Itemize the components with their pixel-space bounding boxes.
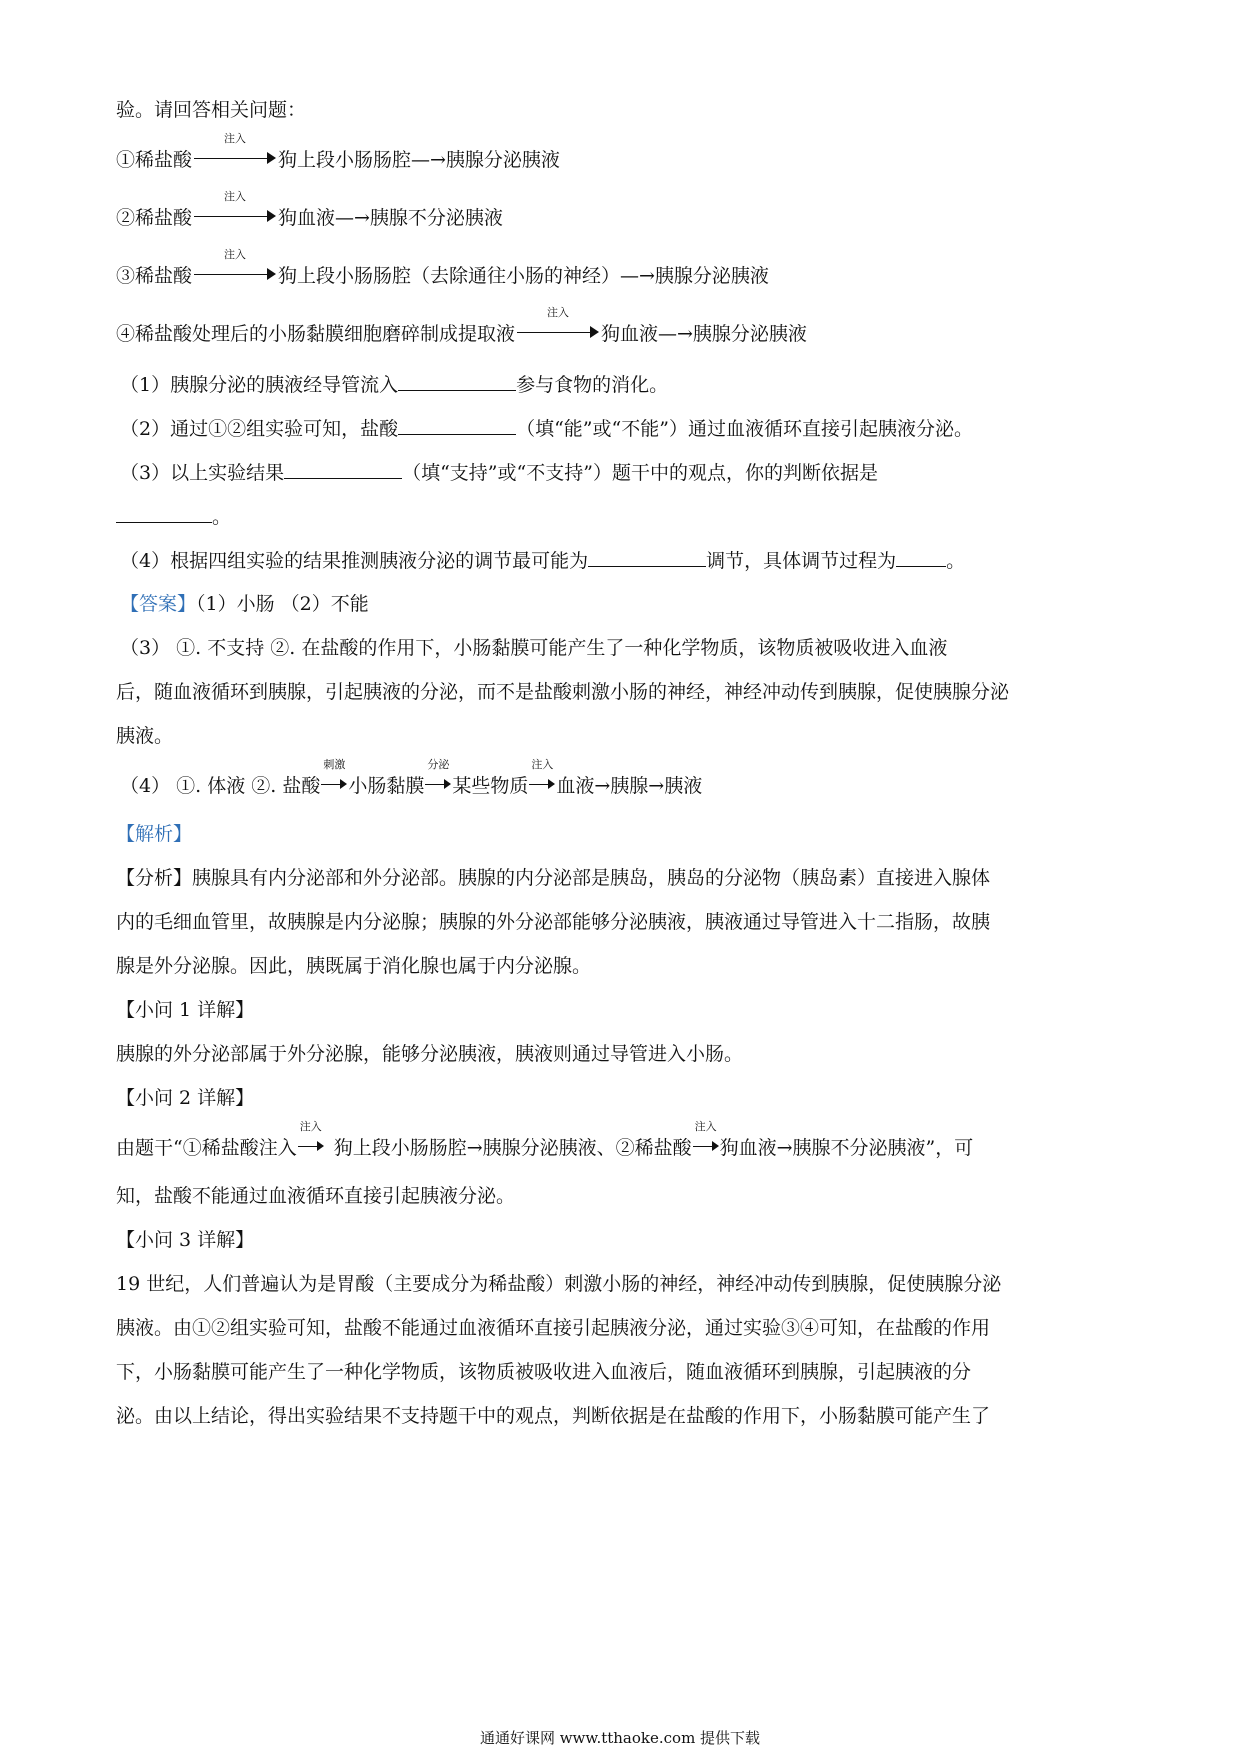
analysis-line-1: 【分析】胰腺具有内分泌部和外分泌部。胰腺的内分泌部是胰岛，胰岛的分泌物（胰岛素）直接进入腺体	[116, 867, 991, 889]
question-1: （1）胰腺分泌的胰液经导管流入 参与食物的消化。	[120, 374, 669, 396]
subq-2-heading: 【小问 2 详解】	[116, 1087, 255, 1109]
answer-3-line-1: （3） ①. 不支持 ②. 在盐酸的作用下，小肠黏膜可能产生了一种化学物质，该物质被吸收进入血液	[120, 637, 948, 659]
inject-arrow: 注入	[194, 146, 276, 168]
answer-3-line-3: 胰液。	[116, 725, 174, 747]
question-3-cont: 。	[116, 504, 231, 529]
inject-arrow: 注入	[517, 320, 599, 342]
experiment-3: ③稀盐酸 注入 狗上段小肠肠腔（去除通往小肠的神经）—→胰腺分泌胰液	[116, 248, 769, 287]
subq-3-text-3: 下，小肠黏膜可能产生了一种化学物质，该物质被吸收进入血液后，随血液循环到胰腺，引起胰液的分	[116, 1361, 972, 1383]
inject-arrow: 注入	[194, 262, 276, 284]
subq-1-text: 胰腺的外分泌部属于外分泌腺，能够分泌胰液，胰液则通过导管进入小肠。	[116, 1043, 744, 1065]
answer-blank	[588, 548, 706, 567]
subq-3-text-1: 19 世纪，人们普遍认为是胃酸（主要成分为稀盐酸）刺激小肠的神经，神经冲动传到胰腺，促使胰腺分泌	[116, 1273, 1002, 1295]
subq-3-text-2: 胰液。由①②组实验可知，盐酸不能通过血液循环直接引起胰液分泌，通过实验③④可知，在盐酸的作用	[116, 1317, 991, 1339]
answer-blank	[398, 372, 516, 391]
analysis-tag-line	[116, 822, 192, 846]
question-4: （4）根据四组实验的结果推测胰液分泌的调节最可能为 调节，具体调节过程为 。	[120, 550, 966, 572]
inject-arrow: 注入	[194, 204, 276, 226]
answer-blank	[896, 548, 946, 567]
inject-arrow: 注入	[693, 1134, 719, 1156]
secrete-arrow: 分泌	[425, 772, 451, 794]
answer-line-1: 【答案】（1）小肠 （2）不能	[120, 593, 369, 615]
subq-3-text-4: 泌。由以上结论，得出实验结果不支持题干中的观点，判断依据是在盐酸的作用下，小肠黏膜可能产生了	[116, 1405, 991, 1427]
analysis-line-2: 内的毛细血管里，故胰腺是内分泌腺；胰腺的外分泌部能够分泌胰液，胰液通过导管进入十二指肠，故胰	[116, 911, 991, 933]
experiment-1: ①稀盐酸 注入 狗上段小肠肠腔—→胰腺分泌胰液	[116, 132, 560, 171]
intro-line: 验。请回答相关问题：	[116, 99, 307, 121]
footer-watermark: 通通好课网 www.tthaoke.com 提供下载	[479, 1729, 761, 1747]
experiment-2: ②稀盐酸 注入 狗血液—→胰腺不分泌胰液	[116, 190, 503, 229]
question-3: （3）以上实验结果 （填“支持”或“不支持”）题干中的观点，你的判断依据是	[120, 462, 878, 484]
subq-2-text-1: 由题干“①稀盐酸注入 注入 狗上段小肠肠腔→胰腺分泌胰液、②稀盐酸 注入 狗血液→胰腺不分泌胰液”，可	[116, 1120, 974, 1159]
analysis-line-3: 腺是外分泌腺。因此，胰既属于消化腺也属于内分泌腺。	[116, 955, 592, 977]
question-2: （2）通过①②组实验可知，盐酸 （填“能”或“不能”）通过血液循环直接引起胰液分泌。	[120, 418, 973, 440]
subq-1-heading: 【小问 1 详解】	[116, 999, 255, 1021]
stimulate-arrow: 刺激	[321, 772, 347, 794]
inject-arrow: 注入	[529, 772, 555, 794]
inject-arrow: 注入	[298, 1134, 324, 1156]
subq-3-heading: 【小问 3 详解】	[116, 1229, 255, 1251]
answer-3-line-2: 后，随血液循环到胰腺，引起胰液的分泌，而不是盐酸刺激小肠的神经，神经冲动传到胰腺，促使胰腺分泌	[116, 681, 1010, 703]
answer-tag: 【答案】	[120, 593, 197, 615]
analysis-tag: 【解析】	[116, 823, 193, 845]
answer-blank	[116, 504, 212, 523]
answer-blank	[284, 460, 402, 479]
answer-blank	[398, 416, 516, 435]
experiment-4: ④稀盐酸处理后的小肠黏膜细胞磨碎制成提取液 注入 狗血液—→胰腺分泌胰液	[116, 306, 807, 345]
answer-4-line: （4） ①. 体液 ②. 盐酸 刺激 小肠黏膜 分泌 某些物质 注入 血液→胰腺→胰液	[120, 758, 703, 797]
subq-2-text-2: 知，盐酸不能通过血液循环直接引起胰液分泌。	[116, 1185, 516, 1207]
